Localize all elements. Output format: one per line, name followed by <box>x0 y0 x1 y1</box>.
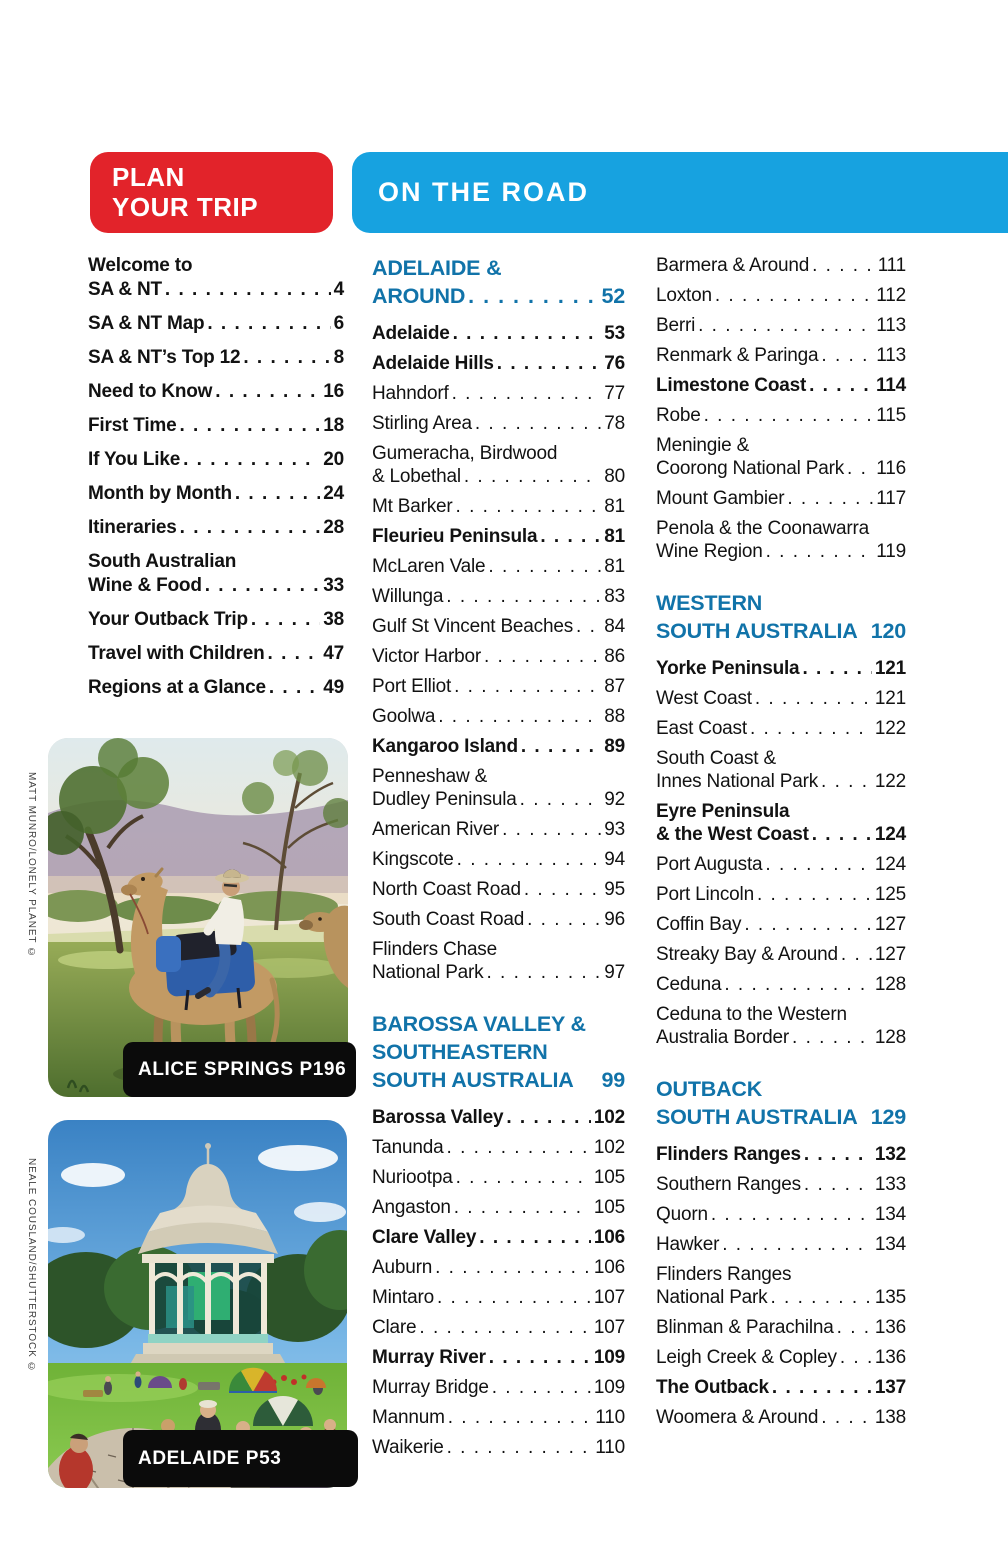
toc-entry: Penneshaw & Dudley Peninsula . . . 92 <box>372 765 625 811</box>
toc-entry: Meningie & Coorong National Park . . . 116 <box>656 434 906 480</box>
toc-entry: South Coast Road . . . 96 <box>372 908 625 931</box>
toc-entry: Port Lincoln . . . 125 <box>656 883 906 906</box>
toc-entry: Itineraries . . . 28 <box>88 516 344 540</box>
toc-entry: Mintaro . . . 107 <box>372 1286 625 1309</box>
toc-entry: Tanunda . . . 102 <box>372 1136 625 1159</box>
toc-entry: Murray Bridge . . . 109 <box>372 1376 625 1399</box>
toc-entry: Yorke Peninsula . . . 121 <box>656 657 906 680</box>
toc-entry: Southern Ranges . . . 133 <box>656 1173 906 1196</box>
toc-entry: Mount Gambier . . . 117 <box>656 487 906 510</box>
toc-entry: Need to Know . . . 16 <box>88 380 344 404</box>
on-the-road-banner <box>352 152 1008 233</box>
toc-entry: Adelaide Hills . . . 76 <box>372 352 625 375</box>
toc-section-header: ADELAIDE & AROUND . . . 52 <box>372 254 625 310</box>
on-the-road-column-1 <box>372 254 625 1466</box>
toc-entry: Your Outback Trip . . . 38 <box>88 608 344 632</box>
toc-entry: Mt Barker . . . 81 <box>372 495 625 518</box>
toc-entry: Travel with Children . . . 47 <box>88 642 344 666</box>
photo-credit-2: NEALE COUSLAND/SHUTTERSTOCK © <box>26 1158 37 1374</box>
toc-section-header: WESTERN SOUTH AUSTRALIA 120 <box>656 591 906 643</box>
photo-credit-1: MATT MUNRO/LONELY PLANET © <box>26 772 37 959</box>
toc-entry: Kingscote . . . 94 <box>372 848 625 871</box>
toc-entry: SA & NT Map . . . 6 <box>88 312 344 336</box>
plan-your-trip-banner <box>90 152 333 233</box>
toc-entry: Ceduna to the Western Australia Border . . . 128 <box>656 1003 906 1049</box>
toc-entry: North Coast Road . . . 95 <box>372 878 625 901</box>
toc-entry: Limestone Coast . . . 114 <box>656 374 906 397</box>
toc-entry: Victor Harbor . . . 86 <box>372 645 625 668</box>
toc-entry: Mannum . . . 110 <box>372 1406 625 1429</box>
toc-entry: Barmera & Around . . . 111 <box>656 254 906 277</box>
toc-entry: Renmark & Paringa . . . 113 <box>656 344 906 367</box>
toc-entry: Quorn . . . 134 <box>656 1203 906 1226</box>
toc-entry: Regions at a Glance . . . 49 <box>88 676 344 700</box>
toc-entry: Flinders Ranges . . . 132 <box>656 1143 906 1166</box>
toc-entry: Welcome to SA & NT . . . 4 <box>88 254 344 302</box>
toc-entry: Stirling Area . . . 78 <box>372 412 625 435</box>
toc-entry: Gulf St Vincent Beaches . . . 84 <box>372 615 625 638</box>
toc-entry: The Outback . . . 137 <box>656 1376 906 1399</box>
toc-entry: Kangaroo Island . . . 89 <box>372 735 625 758</box>
caption-text: ADELAIDE P53 <box>138 1447 282 1469</box>
toc-entry: Leigh Creek & Copley . . . 136 <box>656 1346 906 1369</box>
toc-section <box>372 254 625 984</box>
toc-section <box>372 1010 625 1459</box>
toc-entry: Month by Month . . . 24 <box>88 482 344 506</box>
plan-banner-line2: YOUR TRIP <box>112 192 259 222</box>
plan-your-trip-column <box>88 254 344 710</box>
toc-entry: Hahndorf . . . 77 <box>372 382 625 405</box>
toc-entry: Flinders Ranges National Park . . . 135 <box>656 1263 906 1309</box>
toc-entry: Eyre Peninsula & the West Coast . . . 124 <box>656 800 906 846</box>
toc-entry: South Australian Wine & Food . . . 33 <box>88 550 344 598</box>
toc-entry: McLaren Vale . . . 81 <box>372 555 625 578</box>
road-banner-label: ON THE ROAD <box>378 177 589 207</box>
toc-entry: Auburn . . . 106 <box>372 1256 625 1279</box>
toc-entry: Robe . . . 115 <box>656 404 906 427</box>
toc-entry: East Coast . . . 122 <box>656 717 906 740</box>
plan-banner-line1: PLAN <box>112 162 185 192</box>
toc-entry: Willunga . . . 83 <box>372 585 625 608</box>
toc-entry: Angaston . . . 105 <box>372 1196 625 1219</box>
toc-entry: Berri . . . 113 <box>656 314 906 337</box>
toc-entry: First Time . . . 18 <box>88 414 344 438</box>
toc-entry: Penola & the Coonawarra Wine Region . . . 119 <box>656 517 906 563</box>
toc-entry: Goolwa . . . 88 <box>372 705 625 728</box>
toc-entry: Fleurieu Peninsula . . . 81 <box>372 525 625 548</box>
toc-entry: If You Like . . . 20 <box>88 448 344 472</box>
toc-section <box>656 1075 906 1429</box>
toc-entry: Woomera & Around . . . 138 <box>656 1406 906 1429</box>
toc-entry: Murray River . . . 109 <box>372 1346 625 1369</box>
toc-section <box>656 254 906 563</box>
toc-section <box>656 589 906 1049</box>
toc-entry: Barossa Valley . . . 102 <box>372 1106 625 1129</box>
toc-section-header: BAROSSA VALLEY & SOUTHEASTERN SOUTH AUSTRALIA 99 <box>372 1012 625 1092</box>
toc-entry: South Coast & Innes National Park . . . 122 <box>656 747 906 793</box>
toc-entry: Loxton . . . 112 <box>656 284 906 307</box>
toc-entry: Ceduna . . . 128 <box>656 973 906 996</box>
toc-entry: Port Elliot . . . 87 <box>372 675 625 698</box>
toc-entry: Coffin Bay . . . 127 <box>656 913 906 936</box>
toc-entry: American River . . . 93 <box>372 818 625 841</box>
on-the-road-column-2 <box>656 254 906 1436</box>
toc-entry: Waikerie . . . 110 <box>372 1436 625 1459</box>
toc-entry: Clare . . . 107 <box>372 1316 625 1339</box>
toc-section-header: OUTBACK SOUTH AUSTRALIA 129 <box>656 1077 906 1129</box>
toc-entry: Streaky Bay & Around . . . 127 <box>656 943 906 966</box>
toc-entry: Port Augusta . . . 124 <box>656 853 906 876</box>
photo-caption-adelaide <box>123 1430 358 1487</box>
toc-entry: Hawker . . . 134 <box>656 1233 906 1256</box>
toc-entry: West Coast . . . 121 <box>656 687 906 710</box>
toc-entry: Clare Valley . . . 106 <box>372 1226 625 1249</box>
toc-entry: Flinders Chase National Park . . . 97 <box>372 938 625 984</box>
toc-entry: Adelaide . . . 53 <box>372 322 625 345</box>
caption-text: ALICE SPRINGS P196 <box>138 1058 347 1080</box>
toc-entry: Blinman & Parachilna . . . 136 <box>656 1316 906 1339</box>
toc-entry: Nuriootpa . . . 105 <box>372 1166 625 1189</box>
toc-entry: Gumeracha, Birdwood & Lobethal . . . 80 <box>372 442 625 488</box>
photo-caption-alice-springs <box>123 1042 356 1097</box>
toc-entry: SA & NT’s Top 12 . . . 8 <box>88 346 344 370</box>
